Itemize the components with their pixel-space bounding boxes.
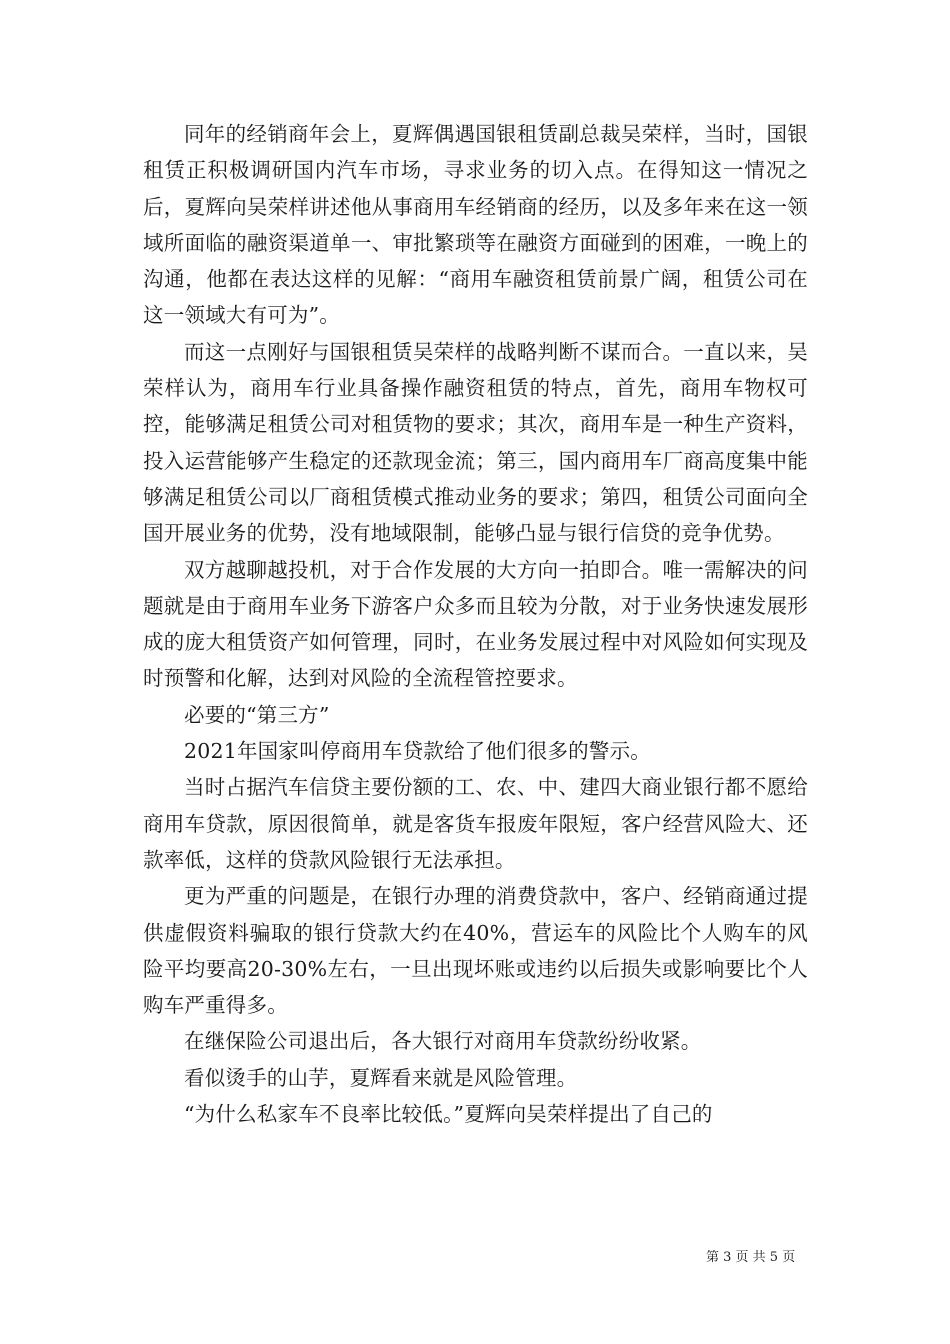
paragraph-9: 看似烫手的山芋，夏辉看来就是风险管理。 — [184, 1065, 578, 1090]
paragraph-6: 当时占据汽车信贷主要份额的工、农、中、建四大商业银行都不愿给商用车贷款，原因很简单，就是客货车报废年限短，客户经营风险大、还款率低，这样的贷款风险银行无法承担。 — [143, 775, 808, 872]
paragraph-1: 同年的经销商年会上，夏辉偶遇国银租赁副总裁吴荣样，当时，国银租赁正积极调研国内汽车市场，寻求业务的切入点。在得知这一情况之后，夏辉向吴荣样讲述他从事商用车经销商的经历，以及多年来在这一领域所面临的融资渠道单一、审批繁琐等在融资方面碰到的困难，一晚上的沟通，他都在表达这样的见解：“商用车融资租赁前景广阔，租赁公司在这一领域大有可为”。 — [143, 122, 808, 328]
section-heading: 必要的“第三方” — [184, 702, 330, 727]
paragraph-8: 在继保险公司退出后，各大银行对商用车贷款纷纷收紧。 — [184, 1029, 702, 1054]
page-number: 第 3 页 共 5 页 — [706, 1250, 796, 1265]
paragraph-2: 而这一点刚好与国银租赁吴荣样的战略判断不谋而合。一直以来，吴荣样认为，商用车行业具备操作融资租赁的特点，首先，商用车物权可控，能够满足租赁公司对租赁物的要求；其次，商用车是一种生产资料，投入运营能够产生稳定的还款现金流；第三，国内商用车厂商高度集中能够满足租赁公司以厂商租赁模式推动业务的要求；第四，租赁公司面向全国开展业务的优势，没有地域限制，能够凸显与银行信贷的竞争优势。 — [143, 339, 808, 546]
paragraph-3: 双方越聊越投机，对于合作发展的大方向一拍即合。唯一需解决的问题就是由于商用车业务下游客户众多而且较为分散，对于业务快速发展形成的庞大租赁资产如何管理，同时，在业务发展过程中对风险如何实现及时预警和化解，达到对风险的全流程管控要求。 — [143, 557, 808, 691]
paragraph-5: 2021年国家叫停商用车贷款给了他们很多的警示。 — [184, 739, 651, 764]
paragraph-7: 更为严重的问题是，在银行办理的消费贷款中，客户、经销商通过提供虚假资料骗取的银行贷款大约在40%，营运车的风险比个人购车的风险平均要高20-30%左右，一旦出现坏账或违约以后损失或影响要比个人购车严重得多。 — [143, 884, 808, 1018]
document-body — [143, 116, 808, 1132]
paragraph-10: “为什么私家车不良率比较低。”夏辉向吴荣样提出了自己的 — [184, 1102, 713, 1127]
